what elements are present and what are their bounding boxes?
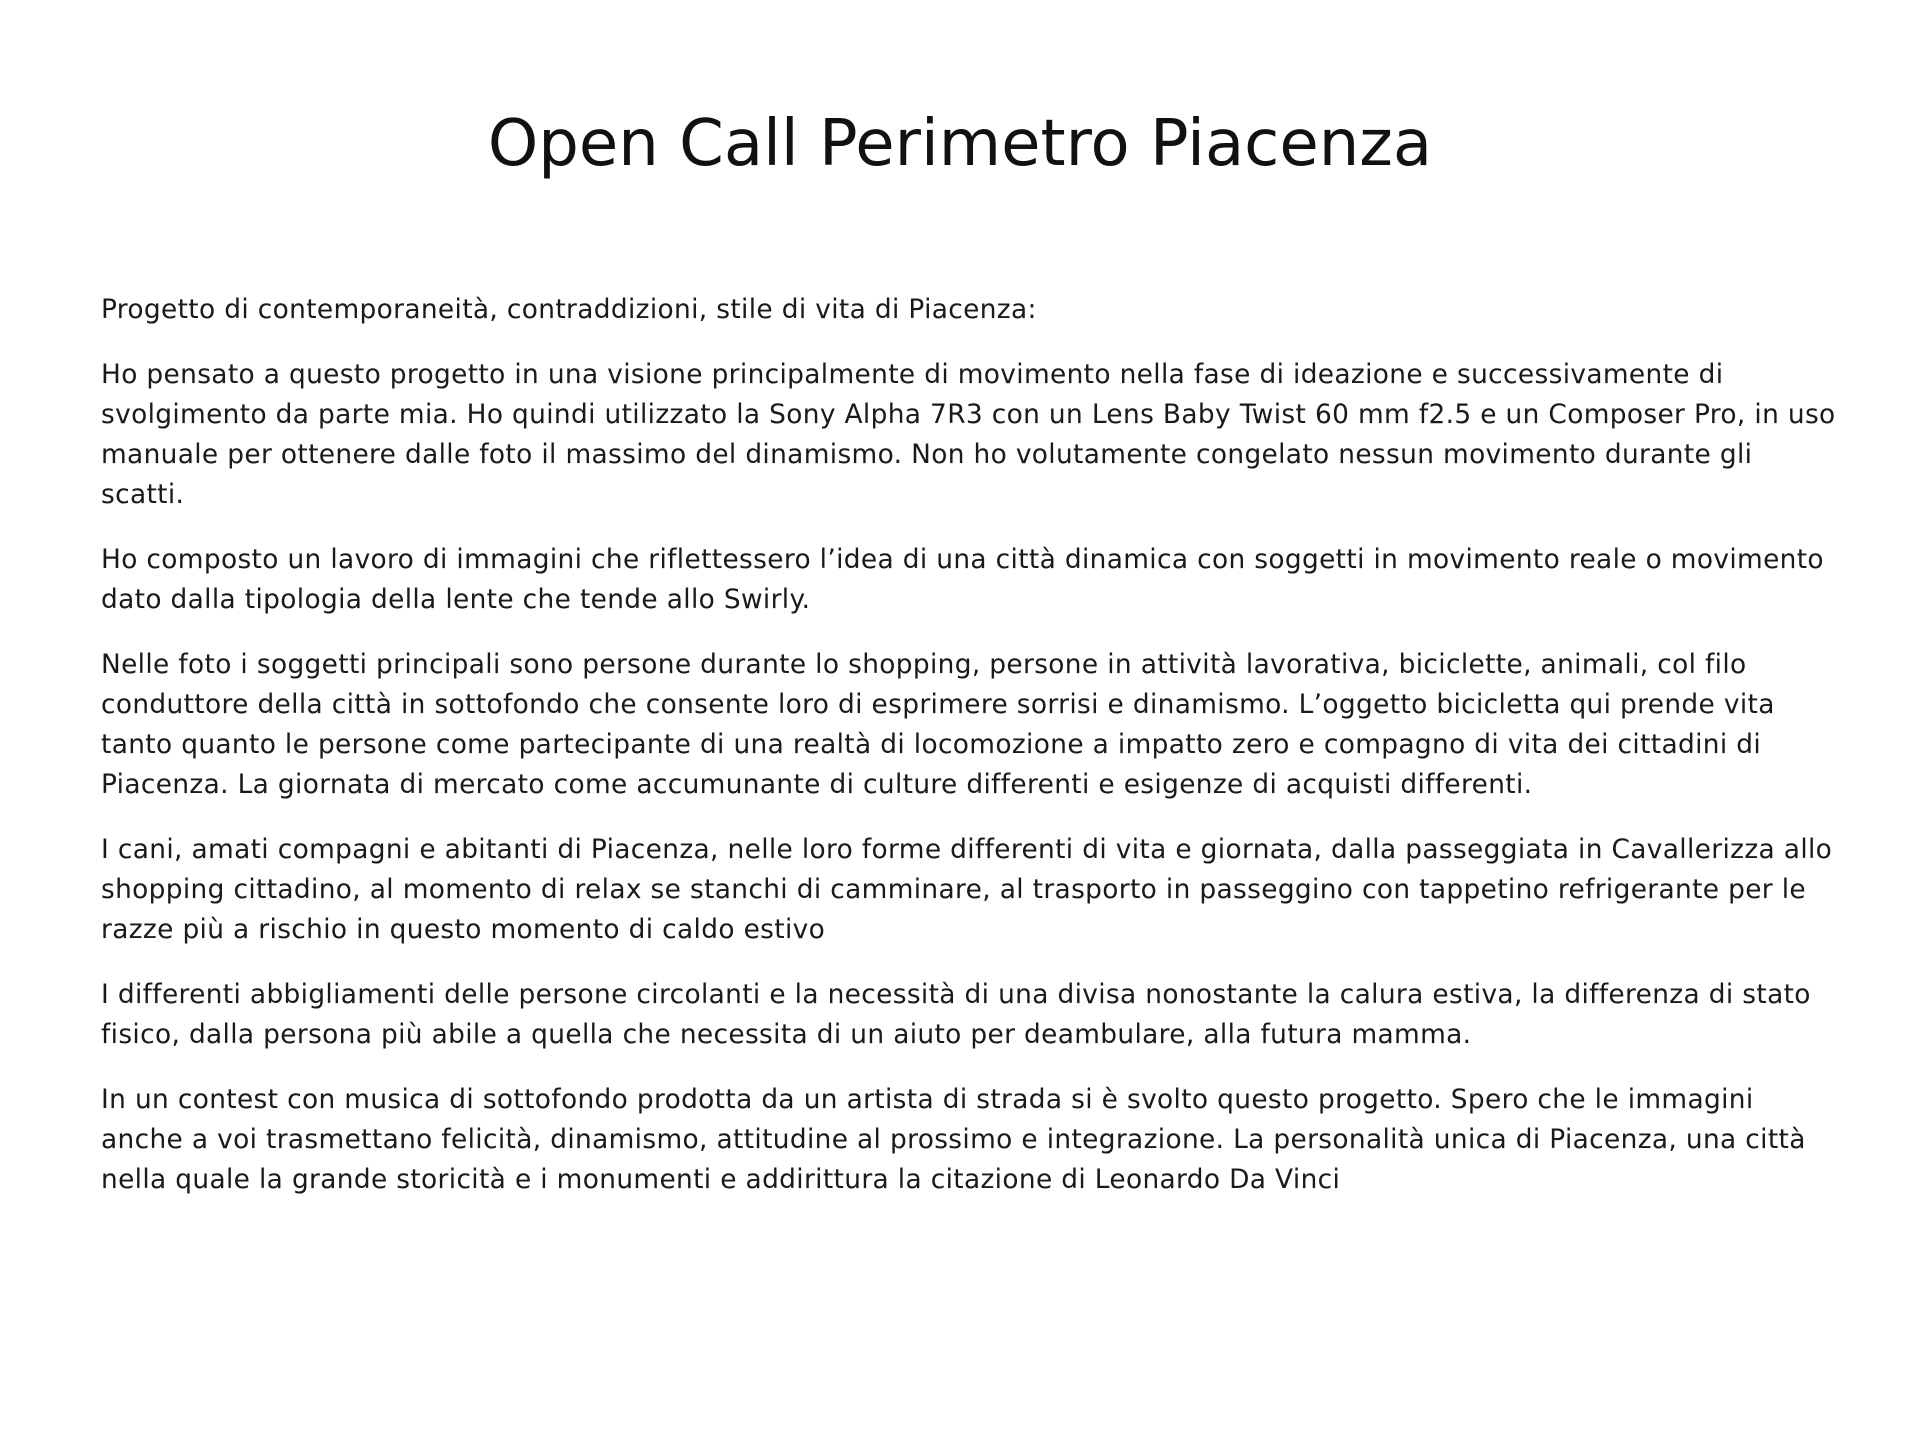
document-body bbox=[101, 290, 1841, 1225]
paragraph-clothing: I differenti abbigliamenti delle persone circolanti e la necessità di una divisa nonostante la calura estiva, la differenza di stato fisico, dalla persona più abile a quella che necessita di un aiuto per deambulare, alla futura mamma. bbox=[101, 979, 1811, 1050]
paragraph-subjects: Nelle foto i soggetti principali sono persone durante lo shopping, persone in attività lavorativa, biciclette, animali, col filo conduttore della città in sottofondo che consente loro di esprimere sorrisi e dinamismo. L’oggetto bicicletta qui prende vita tanto quanto le persone come partecipante di una realtà di locomozione a impatto zero e compagno di vita dei cittadini di Piacenza. La giornata di mercato come accumunante di culture differenti e esigenze di acquisti differenti. bbox=[101, 649, 1775, 800]
document-title: Open Call Perimetro Piacenza bbox=[487, 107, 1433, 181]
paragraph-contest: In un contest con musica di sottofondo prodotta da un artista di strada si è svolto questo progetto. Spero che le immagini anche a voi trasmettano felicità, dinamismo, attitudine al prossimo e integrazione. La personalità unica di Piacenza, una città nella quale la grande storicità e i monumenti e addirittura la citazione di Leonardo Da Vinci bbox=[101, 1084, 1806, 1195]
paragraph-intro: Progetto di contemporaneità, contraddizioni, stile di vita di Piacenza: bbox=[101, 294, 1037, 325]
paragraph-dogs: I cani, amati compagni e abitanti di Piacenza, nelle loro forme differenti di vita e giornata, dalla passeggiata in Cavallerizza allo shopping cittadino, al momento di relax se stanchi di camminare, al trasporto in passeggino con tappetino refrigerante per le razze più a rischio in questo momento di caldo estivo bbox=[101, 834, 1833, 945]
paragraph-composition: Ho composto un lavoro di immagini che riflettessero l’idea di una città dinamica con soggetti in movimento reale o movimento dato dalla tipologia della lente che tende allo Swirly. bbox=[101, 544, 1824, 615]
paragraph-equipment: Ho pensato a questo progetto in una visione principalmente di movimento nella fase di ideazione e successivamente di svolgimento da parte mia. Ho quindi utilizzato la Sony Alpha 7R3 con un Lens Baby Twist 60 mm f2.5 e un Composer Pro, in uso manuale per ottenere dalle foto il massimo del dinamismo. Non ho volutamente congelato nessun movimento durante gli scatti. bbox=[101, 359, 1836, 510]
